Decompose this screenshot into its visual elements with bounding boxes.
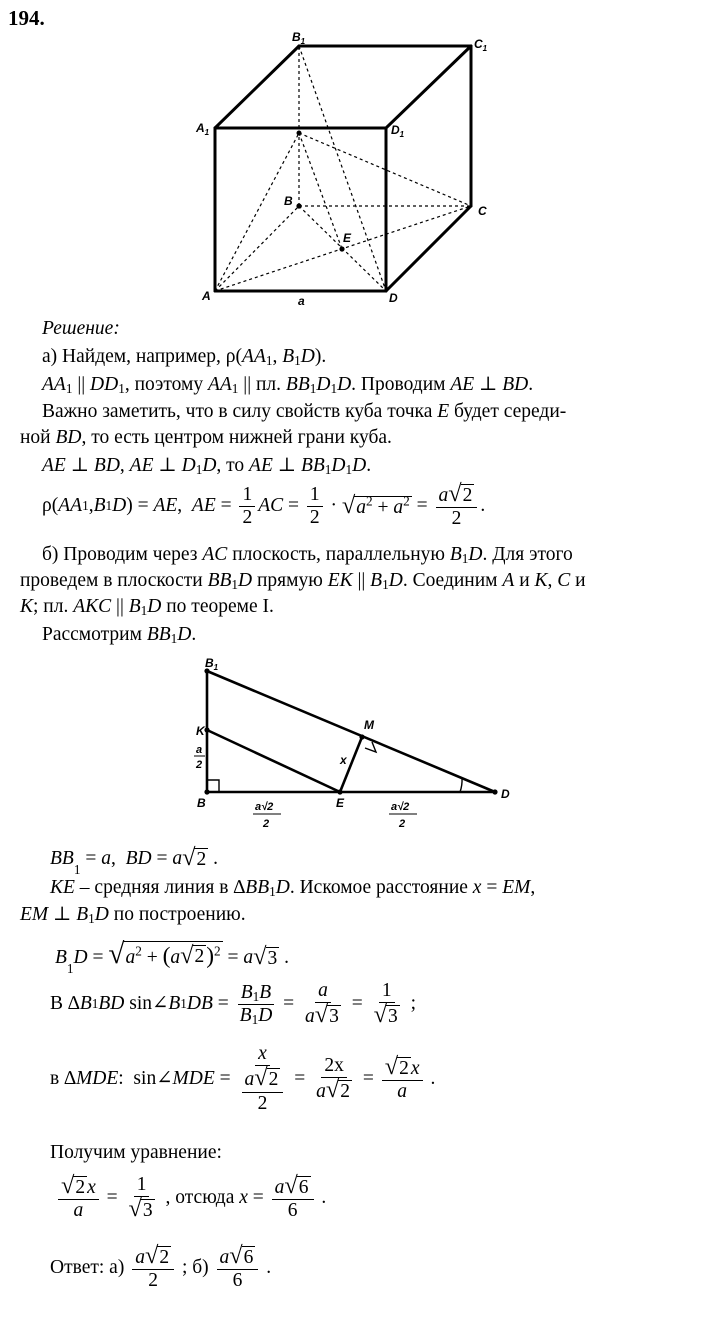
tri-label-ed-num: a√2 xyxy=(391,801,410,813)
tri-label-x: x xyxy=(340,753,347,767)
tri-label-be-num: a√2 xyxy=(255,801,274,813)
triangle-figure xyxy=(185,652,525,837)
tri-label-ed-den: 2 xyxy=(399,818,406,830)
part-a-line-3: Важно заметить, что в силу свойств куба точка E будет середи- xyxy=(42,401,567,422)
tri-label-b: B xyxy=(197,796,206,810)
part-c-equation-intro: Получим уравнение: xyxy=(50,1142,222,1163)
tri-label-b1: $B_1$ xyxy=(205,656,219,672)
part-c-line-3: EM ⊥ $B_1D$ по построению. xyxy=(20,904,246,926)
part-a-line-5: AE ⊥ BD, AE ⊥ $D_1D$, то AE ⊥ $BB_1D_1D$. xyxy=(42,455,372,477)
part-a-line-2: $AA_1$ || $DD_1$, поэтому $AA_1$ || пл. $BB_1D_1D$. Проводим AE ⊥ BD. xyxy=(42,374,534,396)
part-c-sin-b1db: В ∆ B 1 BD sin∠ B 1 DB = $\frac{B_1B}{B_1D}$ = a a √ 3 = $\frac{1}{√3}$ ; xyxy=(50,980,417,1029)
solution-heading: Решение: xyxy=(42,318,120,339)
label-c1: $C_1$ xyxy=(474,37,488,53)
answer-line: Ответ: а) a √ 2 2 ; б) a √ 6 6 . xyxy=(50,1242,272,1292)
label-d1: $D_1$ xyxy=(391,123,405,139)
label-a: A xyxy=(202,289,211,303)
tri-label-half-a-num: a xyxy=(196,744,203,756)
triangle-lines xyxy=(207,671,495,792)
label-b1: $B_1$ xyxy=(292,30,306,46)
part-c-equation: √ 2 x a = $\frac{1}{√3}$ , отсюда x = a √ 6 6 . xyxy=(55,1174,326,1223)
problem-number: 194. xyxy=(8,6,45,30)
tri-label-m: M xyxy=(364,718,374,732)
part-a-line-4: ной BD, то есть центром нижней грани куба. xyxy=(20,427,392,448)
part-c-sin-mde: в ∆ MDE : sin∠ MDE = x a √ 2 2 = 2x a √ 2 = √ 2 x a . xyxy=(50,1043,436,1114)
part-a-line-1: а) Найдем, например, $\rho(AA_1$, $B_1D$). xyxy=(42,346,327,368)
label-e: E xyxy=(343,231,352,245)
part-b-line-2: проведем в плоскости $BB_1D$ прямую EK || $B_1D$. Соединим A и K, C и xyxy=(20,570,586,592)
tri-label-half-a-den: 2 xyxy=(196,759,203,771)
label-edge-a: a xyxy=(298,294,305,308)
label-a1: $A_1$ xyxy=(196,121,210,137)
part-c-line-2: KE – средняя линия в $\Delta BB_1D$. Искомое расстояние x = EM, xyxy=(50,877,536,899)
label-c: C xyxy=(478,204,487,218)
part-c-line-1: BB 1 = a , BD = a √ 2 . xyxy=(50,844,218,878)
tri-label-d: D xyxy=(501,787,510,801)
tri-label-be-den: 2 xyxy=(263,818,270,830)
part-b-line-1: б) Проводим через AC плоскость, параллельную $B_1D$. Для этого xyxy=(42,544,573,566)
part-c-b1d-formula: B 1 D = √ $a^2 + (a$ √ 2 )$^2$ = a √ 3 . xyxy=(55,938,290,977)
cube-figure xyxy=(190,28,500,308)
cube-solid-edges xyxy=(215,46,471,291)
tri-label-e: E xyxy=(336,796,345,810)
tri-label-k: K xyxy=(196,724,205,738)
part-a-formula: ρ( AA 1 , B 1 D ) = AE , AE = $\frac{1}{2}$ AC = $\frac{1}{2}$ · √ $a^2 + a^2$ = a √ 2 2 . xyxy=(42,480,486,530)
label-d: D xyxy=(389,291,398,305)
triangle-angle-marks xyxy=(207,742,462,792)
label-b: B xyxy=(284,194,293,208)
part-b-line-3: K; пл. AKC || $B_1D$ по теореме I. xyxy=(20,596,274,618)
part-b-line-4: Рассмотрим $BB_1D$. xyxy=(42,624,197,646)
